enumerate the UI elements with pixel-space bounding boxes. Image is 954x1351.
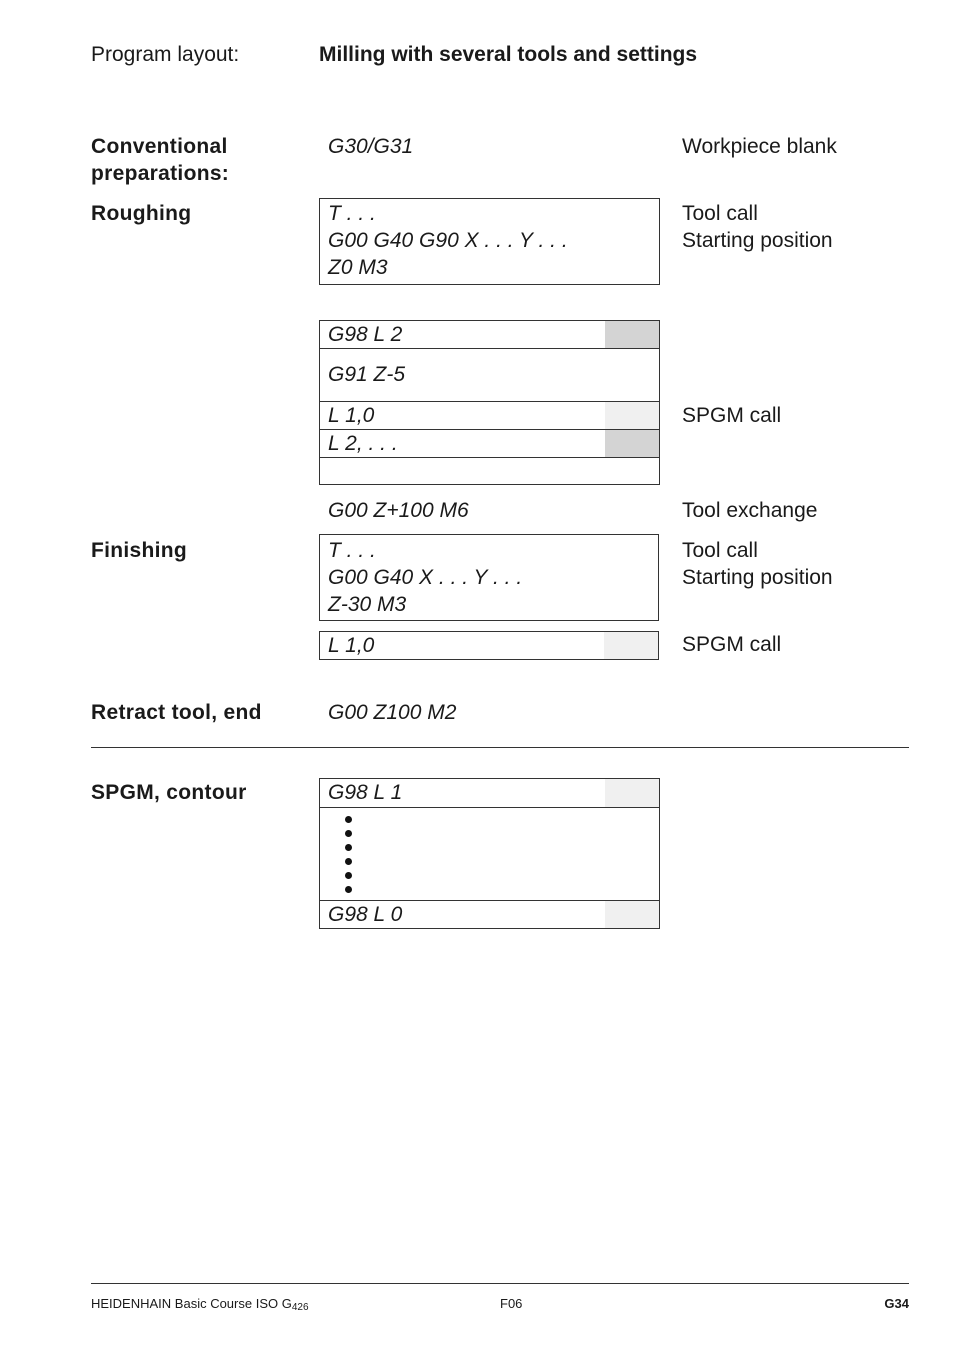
footer-center: F06 xyxy=(500,1296,523,1311)
loop-row-repeat xyxy=(320,429,659,458)
loop-row-step xyxy=(320,348,659,401)
code-line: T . . . xyxy=(328,202,376,225)
loop-row-empty xyxy=(320,457,659,484)
code-line: L 2, . . . xyxy=(328,432,398,455)
code-line: L 1,0 xyxy=(328,634,375,657)
section-label-conventional xyxy=(91,133,229,187)
ellipsis-dot xyxy=(345,844,352,851)
code-tool-exchange: G00 Z+100 M6 xyxy=(328,499,469,522)
desc-starting-position: Starting position xyxy=(682,229,833,252)
footer-left xyxy=(91,1296,309,1313)
code-workpiece-blank: G30/G31 xyxy=(328,135,414,158)
desc-tool-call: Tool call xyxy=(682,202,758,225)
page-label: Program layout: xyxy=(91,43,240,66)
page-title: Milling with several tools and settings xyxy=(319,43,698,66)
label-shade xyxy=(604,632,658,659)
finishing-call-box xyxy=(319,631,659,660)
ellipsis-dot xyxy=(345,858,352,865)
section-label-retract: Retract tool, end xyxy=(91,701,262,724)
page-number: G34 xyxy=(884,1296,909,1311)
label-shade xyxy=(605,901,659,928)
ellipsis-dot xyxy=(345,830,352,837)
label-shade xyxy=(605,779,659,808)
desc-spgm-call: SPGM call xyxy=(682,404,782,427)
code-line: Z0 M3 xyxy=(328,256,388,279)
code-line: Z-30 M3 xyxy=(328,593,407,616)
code-line: G00 G40 G90 X . . . Y . . . xyxy=(328,229,568,252)
desc-tool-call: Tool call xyxy=(682,539,758,562)
spgm-contour-box xyxy=(319,778,660,929)
desc-tool-exchange: Tool exchange xyxy=(682,499,818,522)
desc-workpiece-blank: Workpiece blank xyxy=(682,135,837,158)
code-line: G98 L 2 xyxy=(328,323,403,346)
code-line: T . . . xyxy=(328,539,376,562)
roughing-loop-box xyxy=(319,320,660,485)
section-label-line: preparations: xyxy=(91,162,230,185)
desc-spgm-call: SPGM call xyxy=(682,633,782,656)
finishing-tool-call-box xyxy=(319,534,659,621)
code-line: G98 L 0 xyxy=(328,903,403,926)
footer-rule xyxy=(91,1283,909,1284)
code-line: L 1,0 xyxy=(328,404,375,427)
desc-starting-position: Starting position xyxy=(682,566,833,589)
spgm-row-start xyxy=(320,779,659,808)
section-label-spgm: SPGM, contour xyxy=(91,781,247,804)
footer-subscript: 426 xyxy=(291,1302,309,1313)
spgm-row-end xyxy=(320,900,659,928)
label-shade xyxy=(605,321,659,349)
code-line: G98 L 1 xyxy=(328,781,403,804)
ellipsis-dot xyxy=(345,816,352,823)
roughing-tool-call-box xyxy=(319,198,660,285)
label-shade xyxy=(605,430,659,458)
section-divider xyxy=(91,747,909,748)
spgm-row-body xyxy=(320,807,659,901)
loop-row-call xyxy=(320,401,659,430)
code-line: G00 G40 X . . . Y . . . xyxy=(328,566,523,589)
loop-row-label xyxy=(320,321,659,349)
section-label-roughing: Roughing xyxy=(91,202,192,225)
code-line: G91 Z-5 xyxy=(328,363,406,386)
section-label-finishing: Finishing xyxy=(91,539,188,562)
code-retract: G00 Z100 M2 xyxy=(328,701,457,724)
ellipsis-dot xyxy=(345,872,352,879)
ellipsis-dot xyxy=(345,886,352,893)
label-shade xyxy=(605,402,659,430)
section-label-line: Conventional xyxy=(91,135,228,158)
footer-title: HEIDENHAIN Basic Course ISO G xyxy=(91,1296,292,1311)
